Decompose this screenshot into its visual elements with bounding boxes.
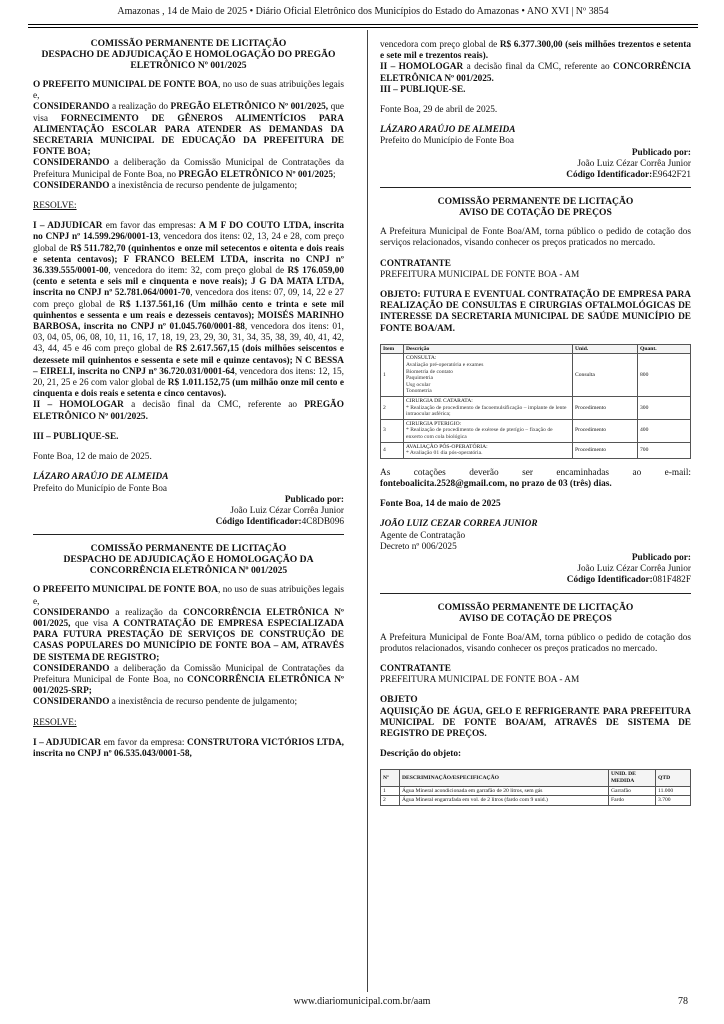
considerando-3: CONSIDERANDO a inexistência de recurso pendente de julgamento; — [33, 180, 298, 191]
date-line: Fonte Boa, 12 de maio de 2025. — [33, 452, 152, 463]
column-divider — [367, 30, 368, 992]
page-header: Amazonas , 14 de Maio de 2025 • Diário Oficial Eletrônico dos Municípios do Estado do Amazonas • ANO XVI | Nº 3854 — [117, 6, 609, 17]
section-subtitle: DESPACHO DE ADJUDICAÇÃO E HOMOLOGAÇÃO DA CONCORRÊNCIA ELETRÔNICA Nº 001/2025 — [63, 554, 314, 577]
section-concorrencia-continuation — [380, 40, 691, 188]
table-cell-description: Água Mineral engarrafada em vol. de 2 litros (fardo com 9 unid.) — [400, 796, 609, 806]
adjudicar-paragraph: I – ADJUDICAR em favor da empresa: CONSTRUTORA VICTÓRIOS LTDA, inscrita no CNPJ nº 06.535.043/0001-58, — [33, 737, 344, 759]
signer-role: Prefeito do Município de Fonte Boa — [380, 136, 515, 147]
section-separator — [380, 187, 691, 188]
table-row — [381, 397, 691, 420]
table-cell-number: 2 — [381, 796, 400, 806]
table-cell-unit: Fardo — [609, 796, 656, 806]
services-table-body — [381, 354, 691, 458]
description-line: * Realização de procedimento de facoemulsificação – implante de lente intraocular asférica; — [406, 404, 567, 418]
signer-name: LÁZARO ARAÚJO DE ALMEIDA — [380, 125, 516, 136]
intro-paragraph: O PREFEITO MUNICIPAL DE FONTE BOA, no uso de suas atribuições legais e, — [33, 585, 344, 607]
published-by-label: Publicado por: — [631, 147, 691, 158]
table-cell-unit: Procedimento — [573, 397, 638, 420]
description-line: * Realização de procedimento de exérese de pterígio – fixação de enxerto com cola biológica — [406, 427, 553, 440]
date-line: Fonte Boa, 29 de abril de 2025. — [380, 105, 498, 116]
table-header: Descrição — [404, 344, 573, 354]
identifier-code: Código Identificador:081F482F — [566, 575, 691, 586]
published-by-name: João Luiz Cézar Corrêa Junior — [577, 158, 691, 169]
considerando-1: CONSIDERANDO a realização do PREGÃO ELETRÔNICO Nº 001/2025, que visa FORNECIMENTO DE GÊNEROS ALIMENTÍCIOS PARA ALIMENTAÇÃO ESCOLAR PARA ATENDER AS DEMANDAS DA SECRETARIA MUNICIPAL DE EDUCAÇÃO DA PREFEITURA DE FONTE BOA; — [33, 102, 345, 158]
description-title: CIRURGIA PTERIGIO: — [406, 420, 462, 427]
page-number: 78 — [678, 996, 688, 1007]
table-header: QTD — [656, 770, 691, 786]
table-cell-description: Água Mineral acondicionada em garrafão de 20 litros, sem gás — [400, 786, 609, 796]
intro-paragraph: O PREFEITO MUNICIPAL DE FONTE BOA, no uso de suas atribuições legais e, — [33, 80, 344, 102]
products-table — [380, 769, 691, 805]
table-header: Unid. — [573, 344, 638, 354]
publique-se: III – PUBLIQUE-SE. — [380, 84, 466, 95]
table-cell-quantity: 700 — [638, 442, 691, 458]
table-row — [381, 442, 691, 458]
contratante-label: CONTRATANTE — [380, 664, 451, 674]
table-cell-quantity: 11.000 — [656, 786, 691, 796]
signer-name: LÁZARO ARAÚJO DE ALMEIDA — [33, 472, 169, 483]
section-separator — [380, 593, 691, 594]
resolve-heading: RESOLVE: — [33, 201, 77, 212]
published-by-label: Publicado por: — [284, 494, 344, 505]
section-subtitle: DESPACHO DE ADJUDICAÇÃO E HOMOLOGAÇÃO DO PREGÃO ELETRÔNICO Nº 001/2025 — [41, 49, 336, 71]
identifier-code: Código Identificador:4C8DB096 — [215, 517, 344, 528]
description-title: CONSULTA: — [406, 355, 437, 362]
section-concorrencia-homologacao — [33, 543, 344, 760]
right-column — [380, 40, 691, 806]
description-line: Biometria de contato — [406, 368, 453, 375]
signer-decree: Decreto nº 006/2025 — [380, 541, 457, 552]
table-row — [381, 786, 691, 796]
section-subtitle: AVISO DE COTAÇÃO DE PREÇOS — [459, 612, 612, 624]
description-line: Paquimetria — [406, 375, 434, 382]
section-separator — [33, 534, 344, 535]
description-title: CIRURGIA DE CATARATA: — [406, 398, 473, 405]
description-line: Usg ocular — [406, 381, 431, 388]
publique-se: III – PUBLIQUE-SE. — [33, 431, 119, 442]
homologar-paragraph: II – HOMOLOGAR a decisão final da CMC, referente ao CONCORRÊNCIA ELETRÔNICA Nº 001/2025. — [380, 62, 691, 84]
adjudicar-paragraph: I – ADJUDICAR em favor das empresas: A M F DO COUTO LTDA, inscrita no CNPJ nº 14.599.296/0001-13, vencedora dos itens: 02, 13, 24 e 28, com preço global de R$ 511.782,70 (quinhentos e onze mil setecentos e oitenta e dois reais e setenta centavos); F FRANCO BELEM LTDA, inscrita no CNPJ nº 36.339.555/0001-00, vencedora do item: 32, com preço global de R$ 176.059,00 (cento e setenta e seis mil e cinquenta e nove reais); J G DA MATA LTDA, inscrita no CNPJ nº 52.781.064/0001-70, vencedora dos itens: 07, 09, 14, 22 e 27 com preço global de R$ 1.137.561,16 (Um milhão cento e trinta e sete mil quinhentos e sessenta e um reais e dezesseis centavos); MOISÉS MARINHO BARBOSA, inscrita no CNPJ nº 01.045.760/0001-88, vencedora dos itens: 01, 03, 04, 05, 06, 08, 10, 11, 16, 17, 18, 19, 23, 29, 30, 31, 34, 35, 38, 39, 40, 41, 42, 43, 44, 45 e 46 com preço global de R$ 2.617.567,15 (dois milhões seiscentos e dezessete mil quinhentos e sessenta e sete mil e quinze centavos); N C BESSA – EIRELI, inscrita no CNPJ nº 36.720.031/0001-64, vencedora dos itens: 12, 15, 20, 21, 25 e 26 com valor global de R$ 1.011.152,75 (um milhão onze mil cento e cinquenta e dois reais e setenta e cinco centavos). — [33, 221, 345, 400]
table-cell-quantity: 800 — [638, 354, 691, 397]
identifier-code: Código Identificador:E9642F21 — [566, 170, 691, 181]
table-cell-item: 3 — [381, 419, 404, 442]
signer-name: JOÃO LUIZ CEZAR CORREA JUNIOR — [380, 519, 538, 530]
table-cell-unit: Consulta — [573, 354, 638, 397]
section-title: COMISSÃO PERMANENTE DE LICITAÇÃO — [437, 601, 634, 613]
intro-paragraph: A Prefeitura Municipal de Fonte Boa/AM, torna público o pedido de cotação dos produtos relacionados, visando conhecer os preços praticados no mercado. — [380, 632, 691, 654]
description-label: Descrição do objeto: — [380, 749, 462, 760]
table-cell-unit: Garrafão — [609, 786, 656, 796]
contratante-value: PREFEITURA MUNICIPAL DE FONTE BOA - AM — [380, 269, 580, 280]
table-cell-quantity: 400 — [638, 419, 691, 442]
published-by-label: Publicado por: — [631, 552, 691, 563]
table-cell-item: 4 — [381, 442, 404, 458]
published-by-name: João Luiz Cézar Corrêa Junior — [577, 564, 691, 575]
description-title: AVALIAÇÃO PÓS-OPERATÓRIA: — [406, 443, 488, 450]
left-column — [33, 38, 344, 760]
signer-role: Prefeito do Município de Fonte Boa — [33, 483, 168, 494]
section-cotacao-servicos — [380, 196, 691, 593]
section-pregao-homologacao — [33, 38, 344, 535]
header-rule-bottom — [28, 27, 698, 28]
contratante-label: CONTRATANTE — [380, 258, 451, 269]
description-line: * Avaliação 01 dia pós-operatória. — [406, 450, 483, 457]
table-cell-description — [404, 419, 573, 442]
services-table — [380, 344, 691, 459]
objeto-paragraph: OBJETO: FUTURA E EVENTUAL CONTRATAÇÃO DE EMPRESA PARA REALIZAÇÃO DE CONSULTAS E CIRURGIAS OFTALMOLÓGICAS DE INTERESSE DA SECRETARIA MUNICIPAL DE SAÚDE MUNICÍPIO DE FONTE BOA/AM. — [380, 290, 691, 334]
table-row — [381, 354, 691, 397]
signer-role: Agente de Contratação — [380, 530, 466, 541]
table-header: UNID. DE MEDIDA — [609, 770, 656, 786]
considerando-3: CONSIDERANDO a inexistência de recurso pendente de julgamento; — [33, 697, 298, 708]
published-by-name: João Luiz Cézar Corrêa Junior — [230, 505, 344, 516]
homologar-paragraph: II – HOMOLOGAR a decisão final da CMC, referente ao PREGÃO ELETRÔNICO Nº 001/2025. — [33, 400, 345, 422]
resolve-heading: RESOLVE: — [33, 717, 77, 728]
table-cell-quantity: 3.700 — [656, 796, 691, 806]
header-rule-top — [28, 24, 698, 25]
table-header: Item — [381, 344, 404, 354]
table-cell-description — [404, 397, 573, 420]
table-row — [381, 419, 691, 442]
objeto-label: OBJETO — [380, 695, 418, 706]
table-cell-unit: Procedimento — [573, 419, 638, 442]
date-line: Fonte Boa, 14 de maio de 2025 — [380, 499, 501, 510]
email-paragraph: As cotações deverão ser encaminhadas ao e-mail: fonteboalicita.2528@gmail.com, no prazo de 03 (três) dias. — [380, 467, 691, 489]
table-cell-unit: Procedimento — [573, 442, 638, 458]
intro-paragraph: A Prefeitura Municipal de Fonte Boa/AM, torna público o pedido de cotação dos serviços relacionados, visando conhecer os preços praticados no mercado. — [380, 227, 691, 249]
considerando-2: CONSIDERANDO a deliberação da Comissão Municipal de Contratações da Prefeitura Municipal de Fonte Boa, no PREGÃO ELETRÔNICO Nº 001/2025; — [33, 158, 344, 180]
table-cell-item: 1 — [381, 354, 404, 397]
section-title: COMISSÃO PERMANENTE DE LICITAÇÃO — [90, 38, 287, 49]
table-cell-quantity: 300 — [638, 397, 691, 420]
contratante-value: PREFEITURA MUNICIPAL DE FONTE BOA - AM — [380, 675, 580, 686]
objeto-paragraph: AQUISIÇÃO DE ÁGUA, GELO E REFRIGERANTE PARA PREFEITURA MUNICIPAL DE FONTE BOA/AM, ATRAVÉS DE SISTEMA DE REGISTRO DE PREÇOS. — [380, 706, 691, 740]
price-paragraph: vencedora com preço global de R$ 6.377.300,00 (seis milhões trezentos e setenta e sete mil e trezentos reais). — [380, 40, 692, 62]
section-cotacao-produtos — [380, 602, 691, 806]
section-title: COMISSÃO PERMANENTE DE LICITAÇÃO — [437, 196, 634, 208]
table-cell-description — [404, 442, 573, 458]
considerando-2: CONSIDERANDO a deliberação da Comissão Municipal de Contratações da Prefeitura Municipal de Fonte Boa, no CONCORRÊNCIA ELETRÔNICA Nº 001/2025-SRP; — [33, 663, 344, 697]
considerando-1: CONSIDERANDO a realização da CONCORRÊNCIA ELETRÔNICA Nº 001/2025, que visa A CONTRATAÇÃO DE EMPRESA ESPECIALIZADA PARA FUTURA PRESTAÇÃO DE SERVIÇOS DE CONSTRUÇÃO DE CASAS POPULARES DO MUNICÍPIO DE FONTE BOA – AM, ATRAVÉS DE SISTEMA DE REGISTRO; — [33, 607, 345, 663]
table-header: DESCRIMINAÇÃO/ESPECIFICAÇÃO — [400, 770, 609, 786]
footer-url[interactable]: www.diariomunicipal.com.br/aam — [293, 996, 431, 1007]
table-cell-number: 1 — [381, 786, 400, 796]
table-header: Nº — [381, 770, 400, 786]
description-line: Avaliação pré-operatória e exames — [406, 362, 484, 369]
section-subtitle: AVISO DE COTAÇÃO DE PREÇOS — [459, 207, 612, 219]
table-cell-item: 2 — [381, 397, 404, 420]
products-table-body — [381, 786, 691, 805]
table-cell-description — [404, 354, 573, 397]
table-header: Quant. — [638, 344, 691, 354]
section-title: COMISSÃO PERMANENTE DE LICITAÇÃO — [90, 543, 287, 555]
table-row — [381, 796, 691, 806]
description-line: Tonometria — [406, 388, 432, 395]
